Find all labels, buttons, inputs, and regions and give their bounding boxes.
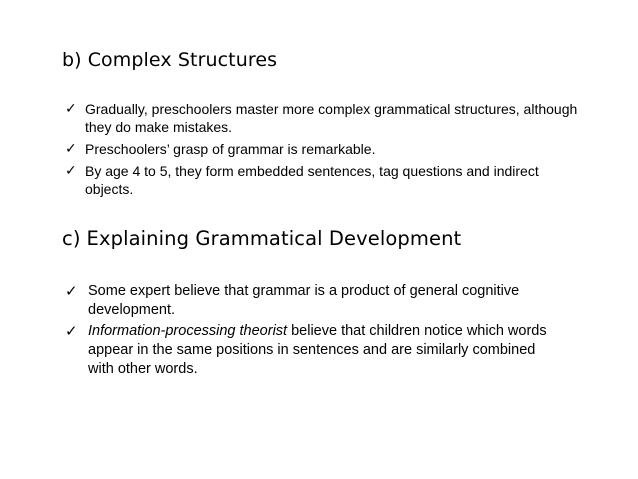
checkmark-icon: ✓ — [65, 322, 78, 340]
bullet-italic-term: Information-processing theorist — [88, 323, 288, 339]
checkmark-icon: ✓ — [65, 282, 78, 300]
checkmark-icon: ✓ — [65, 141, 77, 157]
list-item — [65, 322, 565, 379]
checkmark-icon: ✓ — [65, 163, 77, 179]
list-item — [65, 162, 590, 198]
section-c-bullet-list — [65, 282, 565, 379]
section-c-prefix: c) — [62, 227, 81, 250]
bullet-text: By age 4 to 5, they form embedded sentences, tag questions and indirect objects. — [85, 163, 539, 197]
bullet-text: Preschoolers’ grasp of grammar is remarkable. — [85, 141, 376, 157]
list-item — [65, 140, 590, 158]
bullet-text: believe that children notice which words appear in the same positions in sentences and are similarly combined with other words. — [88, 323, 547, 377]
section-b-prefix: b) — [62, 49, 82, 71]
list-item — [65, 282, 565, 320]
bullet-text: Some expert believe that grammar is a product of general cognitive development. — [88, 283, 520, 318]
section-c-heading — [62, 227, 461, 251]
section-b-heading — [62, 48, 277, 72]
checkmark-icon: ✓ — [65, 101, 77, 117]
bullet-text: Gradually, preschoolers master more complex grammatical structures, although they do make mistakes. — [85, 101, 578, 135]
section-b-title: Complex Structures — [87, 49, 278, 71]
section-b-bullet-list — [65, 100, 590, 198]
section-c-title: Explaining Grammatical Development — [86, 227, 462, 250]
list-item — [65, 100, 590, 136]
